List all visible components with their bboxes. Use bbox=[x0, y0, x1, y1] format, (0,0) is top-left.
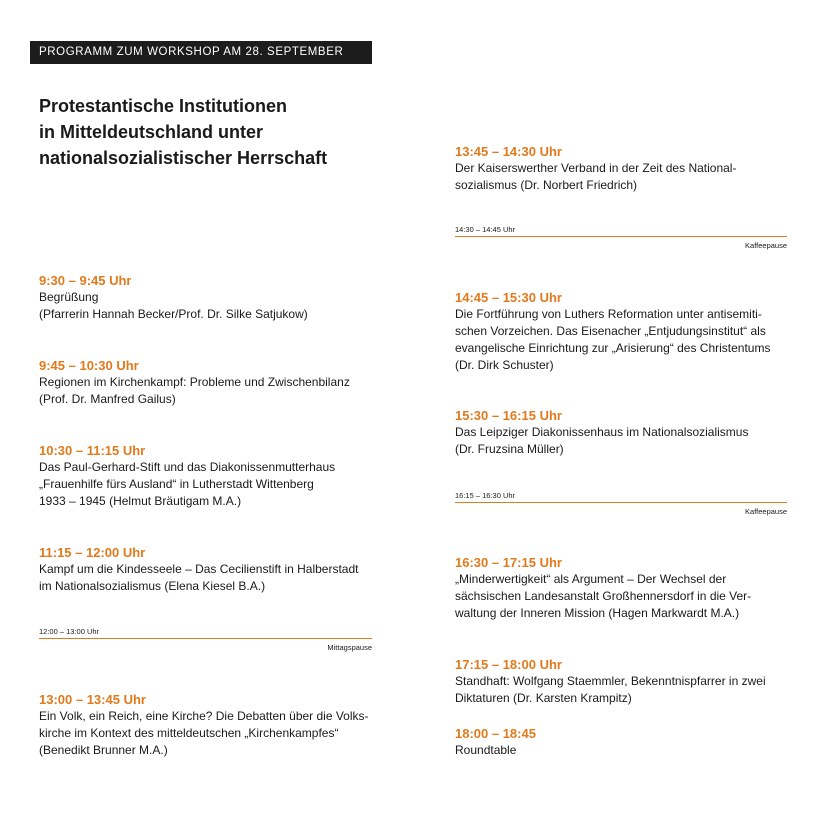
schedule-entry bbox=[455, 554, 751, 622]
entry-line: sozialismus (Dr. Norbert Friedrich) bbox=[455, 178, 638, 192]
entry-line: 1933 – 1945 (Helmut Bräutigam M.A.) bbox=[39, 494, 242, 508]
entry-line: Der Kaiserswerther Verband in der Zeit des National- bbox=[455, 161, 737, 175]
entry-line: Begrüßung bbox=[39, 290, 99, 304]
title-line: Protestantische Institutionen bbox=[39, 96, 288, 116]
lunch-break bbox=[39, 627, 372, 653]
entry-time: 13:00 – 13:45 Uhr bbox=[39, 692, 146, 707]
entry-time: 10:30 – 11:15 Uhr bbox=[39, 443, 146, 458]
entry-line: Kampf um die Kindesseele – Das Cecilienstift in Halberstadt bbox=[39, 562, 359, 576]
entry-time: 14:45 – 15:30 Uhr bbox=[455, 290, 562, 305]
schedule-entry bbox=[455, 143, 736, 194]
schedule-entry bbox=[39, 691, 369, 759]
program-banner: PROGRAMM ZUM WORKSHOP AM 28. SEPTEMBER 2017 bbox=[30, 41, 372, 64]
divider bbox=[455, 236, 787, 237]
pause-time: 12:00 – 13:00 Uhr bbox=[39, 627, 100, 636]
entry-line: (Prof. Dr. Manfred Gailus) bbox=[39, 392, 176, 406]
pause-time: 16:15 – 16:30 Uhr bbox=[455, 491, 516, 500]
entry-time: 11:15 – 12:00 Uhr bbox=[39, 545, 146, 560]
entry-line: Roundtable bbox=[455, 743, 517, 757]
entry-line: (Dr. Dirk Schuster) bbox=[455, 358, 554, 372]
schedule-entry bbox=[39, 272, 308, 323]
entry-line: „Frauenhilfe fürs Ausland“ in Lutherstadt Wittenberg bbox=[39, 477, 314, 491]
divider bbox=[455, 502, 787, 503]
entry-line: (Benedikt Brunner M.A.) bbox=[39, 743, 168, 757]
pause-label: Kaffeepause bbox=[745, 241, 787, 250]
entry-time: 9:45 – 10:30 Uhr bbox=[39, 358, 139, 373]
schedule-entry bbox=[455, 725, 536, 759]
schedule-entry bbox=[39, 442, 335, 510]
entry-line: (Dr. Fruzsina Müller) bbox=[455, 442, 564, 456]
coffee-break bbox=[455, 491, 787, 517]
coffee-break bbox=[455, 225, 787, 251]
pause-label: Mittagspause bbox=[327, 643, 372, 652]
pause-time: 14:30 – 14:45 Uhr bbox=[455, 225, 516, 234]
entry-line: waltung der Inneren Mission (Hagen Markwardt M.A.) bbox=[455, 606, 740, 620]
entry-time: 13:45 – 14:30 Uhr bbox=[455, 144, 562, 159]
schedule-entry bbox=[39, 544, 359, 595]
schedule-entry bbox=[455, 289, 770, 374]
entry-line: Regionen im Kirchenkampf: Probleme und Zwischenbilanz bbox=[39, 375, 350, 389]
entry-line: „Minderwertigkeit“ als Argument – Der Wechsel der bbox=[455, 572, 727, 586]
entry-time: 17:15 – 18:00 Uhr bbox=[455, 657, 562, 672]
entry-line: im Nationalsozialismus (Elena Kiesel B.A.) bbox=[39, 579, 266, 593]
title-line: in Mitteldeutschland unter bbox=[39, 122, 264, 142]
entry-time: 18:00 – 18:45 bbox=[455, 726, 536, 741]
entry-time: 16:30 – 17:15 Uhr bbox=[455, 555, 562, 570]
entry-time: 15:30 – 16:15 Uhr bbox=[455, 408, 562, 423]
pause-label: Kaffeepause bbox=[745, 507, 787, 516]
entry-line: Ein Volk, ein Reich, eine Kirche? Die Debatten über die Volks- bbox=[39, 709, 369, 723]
schedule-entry bbox=[39, 357, 350, 408]
page-title bbox=[39, 93, 369, 171]
entry-line: Die Fortführung von Luthers Reformation unter antisemiti- bbox=[455, 307, 762, 321]
schedule-entry bbox=[455, 656, 766, 707]
entry-line: kirche im Kontext des mitteldeutschen „Kirchenkampfes“ bbox=[39, 726, 339, 740]
entry-line: (Pfarrerin Hannah Becker/Prof. Dr. Silke Satjukow) bbox=[39, 307, 308, 321]
entry-line: Diktaturen (Dr. Karsten Krampitz) bbox=[455, 691, 632, 705]
divider bbox=[39, 638, 372, 639]
entry-line: Standhaft: Wolfgang Staemmler, Bekenntnispfarrer in zwei bbox=[455, 674, 766, 688]
entry-time: 9:30 – 9:45 Uhr bbox=[39, 273, 132, 288]
entry-line: sächsischen Landesanstalt Großhennersdorf in die Ver- bbox=[455, 589, 752, 603]
entry-line: evangelische Einrichtung zur „Arisierung“ des Christentums bbox=[455, 341, 771, 355]
title-line: nationalsozialistischer Herrschaft bbox=[39, 148, 328, 168]
entry-line: schen Vorzeichen. Das Eisenacher „Entjudungsinstitut“ als bbox=[455, 324, 766, 338]
entry-line: Das Leipziger Diakonissenhaus im Nationalsozialismus bbox=[455, 425, 749, 439]
schedule-entry bbox=[455, 407, 748, 458]
entry-line: Das Paul-Gerhard-Stift und das Diakonissenmutterhaus bbox=[39, 460, 336, 474]
